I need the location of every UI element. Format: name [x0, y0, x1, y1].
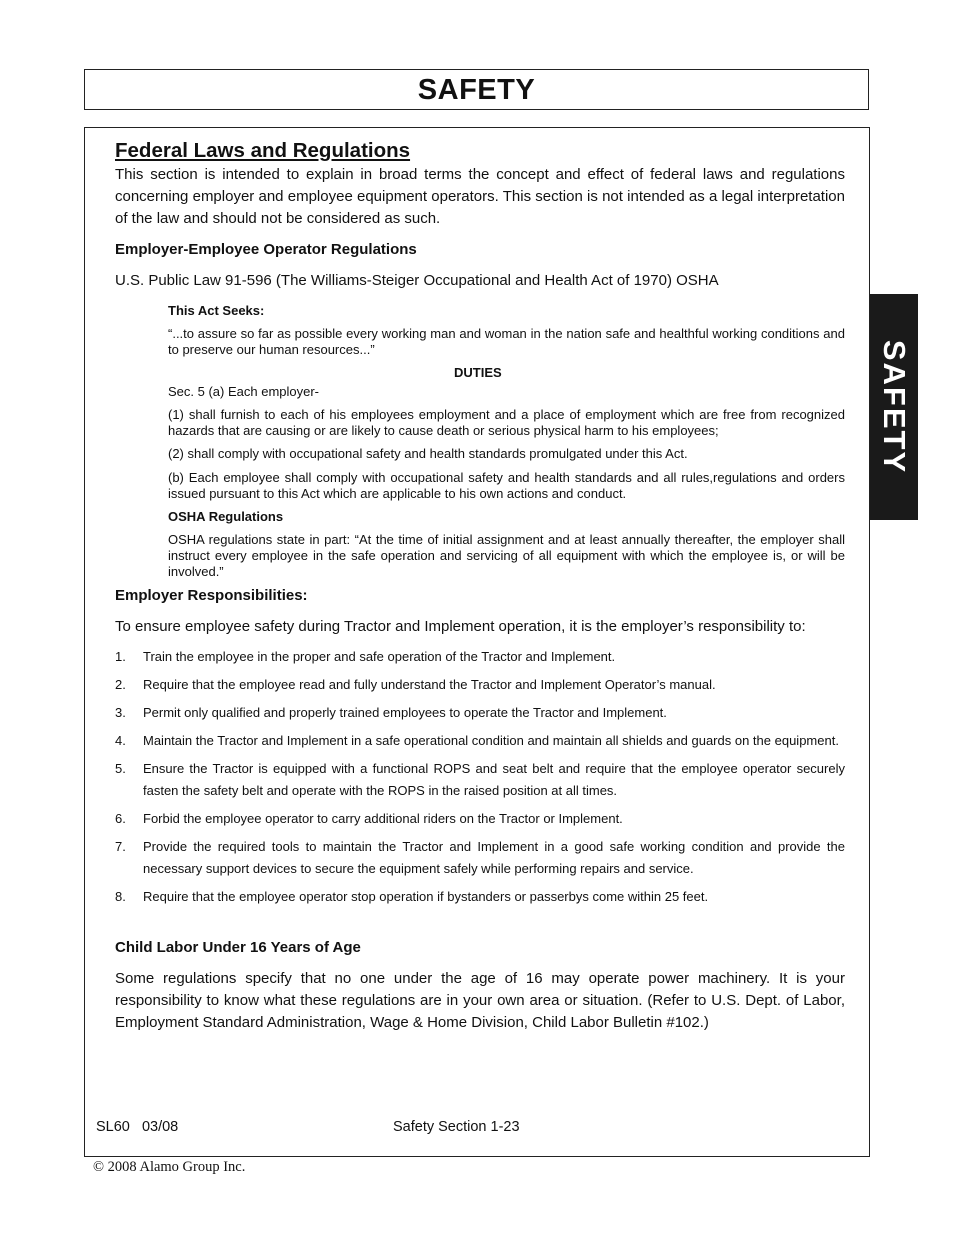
employer-resp-list	[115, 646, 845, 914]
copyright-notice: © 2008 Alamo Group Inc.	[93, 1159, 246, 1175]
footer-section-page: Safety Section 1-23	[393, 1119, 520, 1135]
list-item-text: Forbid the employee operator to carry additional riders on the Tractor or Implement.	[143, 811, 623, 826]
list-item-number: 7.	[115, 839, 126, 854]
list-item-text: Ensure the Tractor is equipped with a functional ROPS and seat belt and require that the employee operator securely fasten the safety belt and operate with the ROPS in the raised position at all times.	[143, 761, 845, 798]
list-item	[115, 702, 845, 724]
child-labor-heading: Child Labor Under 16 Years of Age	[115, 939, 361, 956]
duty-1: (1) shall furnish to each of his employees employment and a place of employment which are free from recognized hazards that are causing or are likely to cause death or serious physical harm to his employees;	[168, 407, 845, 438]
list-item	[115, 758, 845, 802]
duty-b: (b) Each employee shall comply with occupational safety and health standards and all rules,regulations and orders issued pursuant to this Act which are applicable to his own actions and conduct.	[168, 470, 845, 501]
employer-resp-heading: Employer Responsibilities:	[115, 587, 308, 604]
list-item-text: Require that the employee operator stop operation if bystanders or passerbys come within 25 feet.	[143, 889, 709, 904]
list-item	[115, 808, 845, 830]
list-item-number: 1.	[115, 649, 126, 664]
section-side-tab	[869, 294, 918, 520]
page-header-title: SAFETY	[417, 74, 536, 106]
list-item	[115, 674, 845, 696]
employer-resp-intro: To ensure employee safety during Tractor and Implement operation, it is the employer’s responsibility to:	[115, 618, 806, 635]
list-item-number: 8.	[115, 889, 126, 904]
footer-model-date: SL60 03/08	[96, 1119, 179, 1135]
list-item-text: Provide the required tools to maintain the Tractor and Implement in a good safe working condition and provide the necessary support devices to secure the equipment safely while performing repairs and service.	[143, 839, 845, 876]
side-tab-label: SAFETY	[876, 339, 912, 475]
public-law-line: U.S. Public Law 91-596 (The Williams-Steiger Occupational and Health Act of 1970) OSHA	[115, 272, 719, 289]
duties-heading: DUTIES	[454, 365, 502, 380]
list-item-text: Permit only qualified and properly trained employees to operate the Tractor and Implement.	[143, 705, 667, 720]
list-item	[115, 886, 845, 908]
list-item-number: 6.	[115, 811, 126, 826]
section-intro: This section is intended to explain in broad terms the concept and effect of federal laws and regulations concerning employer and employee equipment operators. This section is not intended as a legal interpretation of the law and should not be considered as such.	[115, 166, 845, 227]
list-item	[115, 730, 845, 752]
list-item-text: Train the employee in the proper and safe operation of the Tractor and Implement.	[143, 649, 616, 664]
operator-regs-heading: Employer-Employee Operator Regulations	[115, 241, 417, 258]
list-item-number: 3.	[115, 705, 126, 720]
section-title: Federal Laws and Regulations	[115, 139, 411, 162]
list-item-number: 4.	[115, 733, 126, 748]
list-item-number: 2.	[115, 677, 126, 692]
header-box	[84, 69, 869, 110]
list-item-text: Maintain the Tractor and Implement in a safe operational condition and maintain all shields and guards on the equipment.	[143, 733, 839, 748]
act-seeks-text: “...to assure so far as possible every working man and woman in the nation safe and healthful working conditions and to preserve our human resources...”	[168, 326, 845, 357]
sec5-line: Sec. 5 (a) Each employer-	[168, 384, 320, 399]
child-labor-text: Some regulations specify that no one under the age of 16 may operate power machinery. It is your responsibility to know what these regulations are in your own area or situation. (Refer to U.S. Dept. of Labor, Employment Standard Administration, Wage & Home Division, Child Labor Bulletin #102.)	[115, 970, 845, 1031]
list-item	[115, 836, 845, 880]
act-seeks-heading: This Act Seeks:	[168, 303, 265, 318]
duty-2: (2) shall comply with occupational safety and health standards promulgated under this Act.	[168, 446, 688, 461]
list-item	[115, 646, 845, 668]
list-item-text: Require that the employee read and fully understand the Tractor and Implement Operator’s manual.	[143, 677, 716, 692]
osha-heading: OSHA Regulations	[168, 509, 284, 524]
osha-text: OSHA regulations state in part: “At the time of initial assignment and at least annually thereafter, the employer shall instruct every employee in the safe operation and servicing of all equipment with which the employee is, or will be involved.”	[168, 532, 845, 579]
list-item-number: 5.	[115, 761, 126, 776]
